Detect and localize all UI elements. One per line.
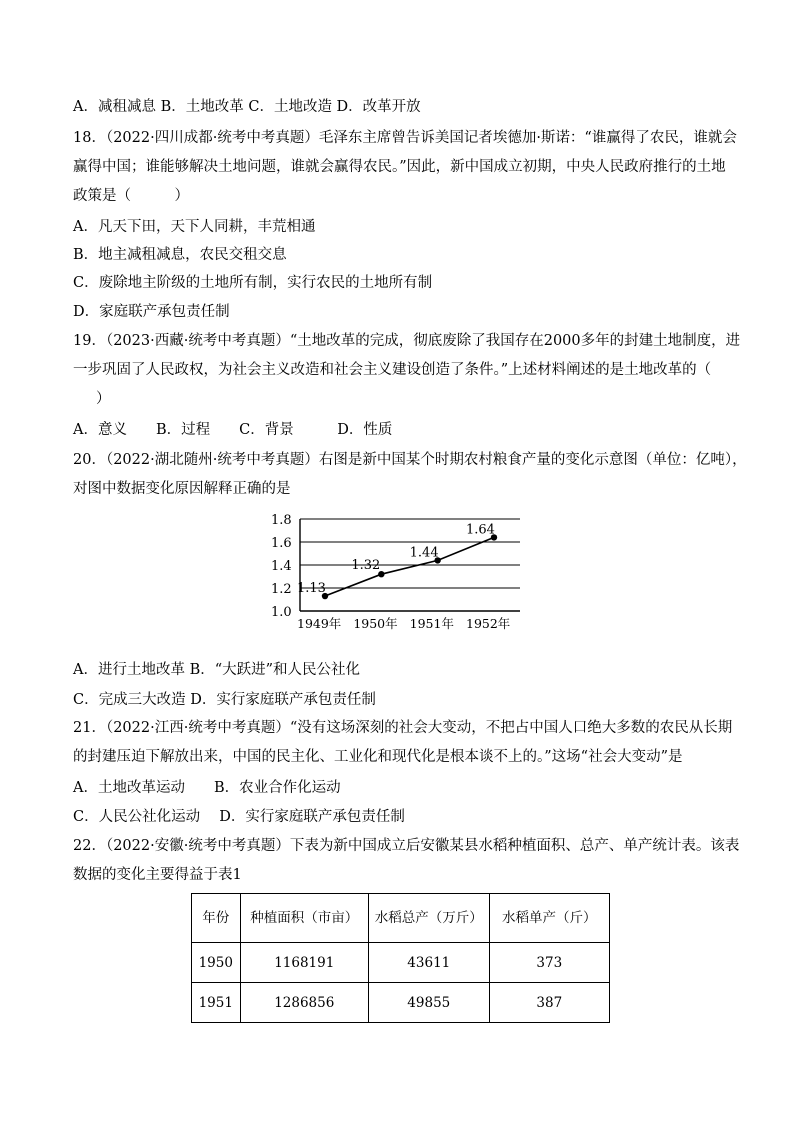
- q18-option-c: C．废除地主阶级的土地所有制，实行农民的土地所有制: [73, 275, 433, 291]
- header-total-output: 水稻总产（万斤）: [368, 894, 489, 943]
- q19-stem-line1: 19．（2023·西藏·统考中考真题）“土地改革的完成，彻底废除了我国存在2000多年的封建土地制度，进: [73, 333, 741, 349]
- y-tick-label: 1.2: [271, 582, 292, 597]
- x-tick-label: 1951年: [409, 616, 454, 631]
- line-chart: [268, 510, 530, 635]
- q18-stem-line1: 18．（2022·四川成都·统考中考真题）毛泽东主席曾告诉美国记者埃德加·斯诺：“谁赢得了农民，谁就会: [73, 130, 737, 146]
- q18-option-b: B．地主减租减息，农民交租交息: [73, 247, 287, 263]
- q21-options-line1: A．土地改革运动 B．农业合作化运动: [73, 780, 341, 796]
- data-label: 1.32: [351, 558, 381, 574]
- grain-output-chart: [268, 510, 530, 635]
- q17-options: A．减租减息 B．土地改革 C．土地改造 D．改革开放: [73, 99, 421, 115]
- table-row: [192, 983, 610, 1023]
- data-label: 1.13: [297, 581, 326, 597]
- x-tick-label: 1949年: [297, 616, 342, 631]
- q18-option-d: D．家庭联产承包责任制: [73, 304, 230, 320]
- q18-option-a: A．凡天下田，天下人同耕，丰荒相通: [73, 219, 316, 235]
- header-year: 年份: [192, 894, 241, 943]
- q18-stem-line2: 赢得中国；谁能够解决土地问题，谁就会赢得农民。”因此，新中国成立初期，中央人民政府推行的土地: [73, 159, 726, 175]
- q18-stem-line3: 政策是（ ）: [73, 188, 189, 204]
- q20-options-line1: A．进行土地改革 B．“大跃进”和人民公社化: [73, 662, 361, 678]
- table-cell: 373: [489, 943, 609, 983]
- header-unit-yield: 水稻单产（斤）: [489, 894, 609, 943]
- q21-stem-line1: 21．（2022·江西·统考中考真题）“没有这场深刻的社会大变动，不把占中国人口绝大多数的农民从长期: [73, 720, 733, 736]
- x-tick-label: 1952年: [466, 616, 511, 631]
- data-label: 1.64: [466, 522, 495, 538]
- q22-stem-line2: 数据的变化主要得益于表1: [73, 867, 242, 883]
- q20-options-line2: C．完成三大改造 D．实行家庭联产承包责任制: [73, 692, 376, 708]
- q22-stem-line1: 22．（2022·安徽·统考中考真题）下表为新中国成立后安徽某县水稻种植面积、总产、单产统计表。该表: [73, 838, 740, 854]
- table-cell: 1168191: [240, 943, 368, 983]
- y-tick-label: 1.4: [271, 559, 292, 574]
- q20-stem-line2: 对图中数据变化原因解释正确的是: [73, 481, 291, 497]
- header-area: 种植面积（市亩）: [240, 894, 368, 943]
- x-tick-label: 1950年: [353, 616, 398, 631]
- rice-statistics-table: [191, 893, 610, 1023]
- y-tick-label: 1.6: [271, 536, 292, 551]
- y-tick-label: 1.8: [271, 513, 292, 528]
- q19-options: A．意义 B．过程 C．背景 D．性质: [73, 422, 393, 438]
- table-cell: 387: [489, 983, 609, 1023]
- q21-stem-line2: 的封建压迫下解放出来，中国的民主化、工业化和现代化是根本谈不上的。”这场“社会大变动”是: [73, 749, 683, 765]
- q21-options-line2: C．人民公社化运动 D．实行家庭联产承包责任制: [73, 809, 405, 825]
- q19-stem-line2: 一步巩固了人民政权，为社会主义改造和社会主义建设创造了条件。”上述材料阐述的是土地改革的（: [73, 362, 712, 378]
- q20-stem-line1: 20．（2022·湖北随州·统考中考真题）右图是新中国某个时期农村粮食产量的变化示意图（单位：亿吨），: [73, 452, 747, 468]
- data-label: 1.44: [409, 545, 439, 561]
- y-tick-label: 1.0: [271, 605, 292, 620]
- table-cell: 1286856: [240, 983, 368, 1023]
- table-cell: 49855: [368, 983, 489, 1023]
- table-cell: 43611: [368, 943, 489, 983]
- table-header-row: [192, 894, 610, 943]
- table-row: [192, 943, 610, 983]
- q19-stem-line3: ）: [96, 391, 111, 407]
- table-cell: 1951: [192, 983, 241, 1023]
- table-cell: 1950: [192, 943, 241, 983]
